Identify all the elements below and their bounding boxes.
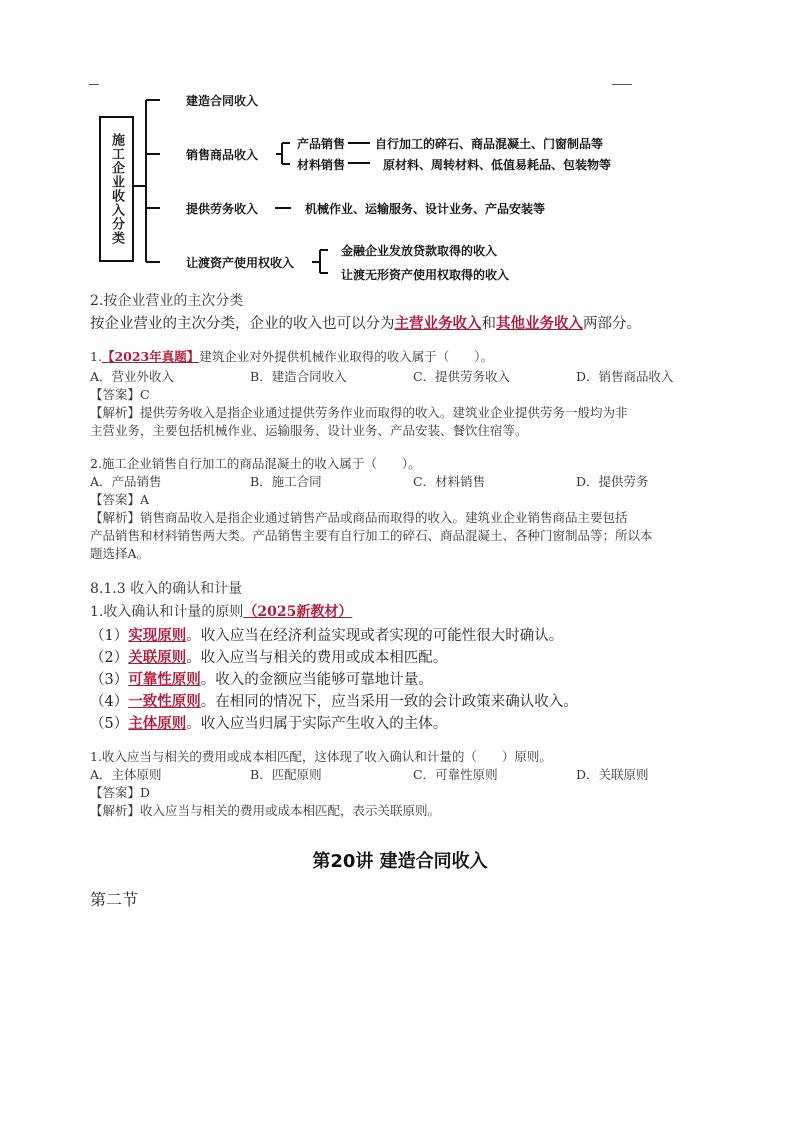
q3-analysis: 【解析】收入应当与相关的费用或成本相匹配，表示关联原则。	[90, 803, 441, 818]
sub-product-sales: 产品销售	[297, 137, 346, 151]
q3-option-c: C．可靠性原则	[413, 767, 498, 782]
principle-name: 可靠性原则	[128, 671, 201, 688]
q2-option-b: B．施工合同	[250, 474, 322, 489]
principle-item: （5）主体原则。收入应当归属于实际产生收入的主体。	[90, 715, 448, 732]
principle-name: 实现原则	[128, 627, 187, 644]
section-label: 第二节	[90, 890, 139, 909]
q1-option-d: D．销售商品收入	[576, 369, 674, 384]
principle-name: 关联原则	[128, 649, 187, 666]
sub-loan-income: 金融企业发放贷款取得的收入	[341, 244, 498, 258]
diagram-root-box: 施工企业收入分类	[99, 116, 134, 262]
sub-material-sales: 材料销售	[297, 158, 346, 172]
section2-paragraph: 按企业营业的主次分类，企业的收入也可以分为主营业务收入和其他业务收入两部分。	[90, 315, 641, 332]
q2-analysis-line2: 产品销售和材料销售两大类。产品销售主要有自行加工的碎石、商品混凝土、各种门窗制品等；所以本	[90, 528, 653, 543]
section813-subheading: 1.收入确认和计量的原则（2025新教材）	[90, 604, 353, 620]
q1-analysis-line2: 主营业务，主要包括机械作业、运输服务、设计业务、产品安装、餐饮住宿等。	[90, 423, 528, 438]
principle-item: （4）一致性原则。在相同的情况下，应当采用一致的会计政策来确认收入。	[90, 693, 578, 710]
branch-services: 提供劳务收入	[186, 202, 259, 216]
term-main-business-income: 主营业务收入	[394, 315, 482, 332]
branch-asset-use-rights: 让渡资产使用权收入	[186, 256, 295, 270]
principle-name: 主体原则	[128, 715, 187, 732]
sub-intangible-income: 让渡无形资产使用权取得的收入	[341, 268, 510, 282]
principle-item: （1）实现原则。收入应当在经济利益实现或者实现的可能性很大时确认。	[90, 627, 564, 644]
q2-answer: 【答案】A	[90, 492, 150, 507]
q1-option-c: C．提供劳务收入	[413, 369, 511, 384]
branch-services-detail: 机械作业、运输服务、设计业务、产品安装等	[305, 202, 546, 216]
q1-option-b: B．建造合同收入	[250, 369, 347, 384]
q1-analysis-line1: 【解析】提供劳务收入是指企业通过提供劳务作业而取得的收入。建筑业企业提供劳务一般均为非	[90, 405, 628, 420]
section813-heading: 8.1.3 收入的确认和计量	[90, 581, 243, 597]
term-other-business-income: 其他业务收入	[496, 315, 583, 332]
lecture-title: 第20讲 建造合同收入	[312, 851, 488, 872]
branch-sale-of-goods: 销售商品收入	[186, 148, 259, 162]
q3-option-a: A．主体原则	[90, 767, 162, 782]
q3-option-d: D．关联原则	[576, 767, 649, 782]
principle-name: 一致性原则	[128, 693, 201, 710]
q1-answer: 【答案】C	[90, 387, 150, 402]
branch-construction-contract: 建造合同收入	[186, 94, 259, 108]
q3-stem: 1.收入应当与相关的费用或成本相匹配，这体现了收入确认和计量的（ ）原则。	[90, 749, 552, 764]
q2-option-c: C．材料销售	[413, 474, 486, 489]
q1-tag: 【2023年真题】	[101, 349, 200, 364]
q3-option-b: B．匹配原则	[250, 767, 322, 782]
sub-product-sales-detail: 自行加工的碎石、商品混凝土、门窗制品等	[375, 137, 604, 151]
sub-material-sales-detail: 原材料、周转材料、低值易耗品、包装物等	[383, 158, 612, 172]
q2-option-a: A．产品销售	[90, 474, 162, 489]
q2-analysis-line1: 【解析】销售商品收入是指企业通过销售产品或商品而取得的收入。建筑业企业销售商品主要包括	[90, 510, 628, 525]
q2-option-d: D．提供劳务	[576, 474, 649, 489]
section2-heading: 2.按企业营业的主次分类	[90, 293, 244, 309]
q2-stem: 2.施工企业销售自行加工的商品混凝土的收入属于（ ）。	[90, 456, 421, 471]
principle-item: （3）可靠性原则。收入的金额应当能够可靠地计量。	[90, 671, 433, 688]
q2-analysis-line3: 题选择A。	[90, 546, 150, 561]
new-textbook-tag: （2025新教材）	[243, 604, 353, 620]
q1-stem: 1.【2023年真题】建筑企业对外提供机械作业取得的收入属于（ ）。	[90, 349, 493, 364]
principle-item: （2）关联原则。收入应当与相关的费用或成本相匹配。	[90, 649, 448, 666]
q1-option-a: A．营业外收入	[90, 369, 175, 384]
q3-answer: 【答案】D	[90, 785, 151, 800]
